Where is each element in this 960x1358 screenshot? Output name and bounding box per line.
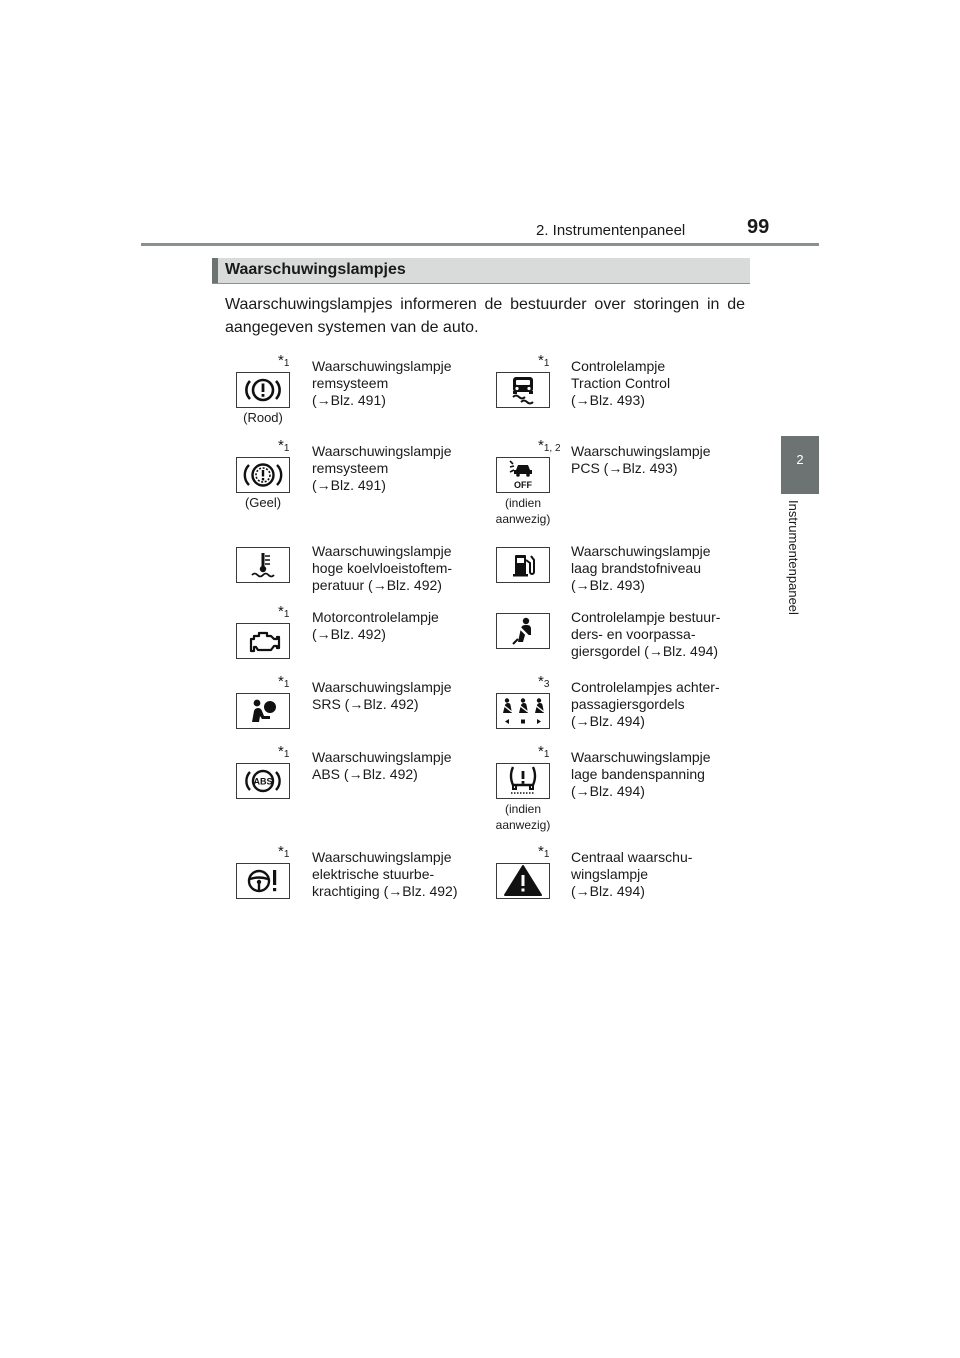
engine-icon (241, 626, 285, 656)
lamp-description (312, 543, 452, 594)
lamp-description-line: Waarschuwingslampje (312, 358, 452, 374)
lamp-description-line: Waarschuwingslampje (312, 679, 452, 695)
lamp-icon-box (496, 693, 550, 729)
lamp-description-line: ABS (→Blz. 492) (312, 766, 418, 782)
lamp-description (571, 358, 670, 409)
lamp-description-line: remsysteem (312, 460, 389, 476)
lamp-icon-box (496, 457, 550, 493)
footnote-marker: $*_3$ (538, 673, 550, 690)
lamp-description (571, 443, 711, 477)
lamp-description (312, 849, 458, 900)
lamp-icon-box (236, 457, 290, 493)
lamp-caption: (Rood) (243, 410, 283, 425)
lamp-caption: (indien aanwezig) (495, 802, 551, 832)
lamp-description-line: (→Blz. 491) (312, 477, 386, 493)
header-rule (141, 243, 819, 246)
lamp-description-line: ders- en voorpassa- (571, 626, 696, 642)
footnote-marker: $*_{1, 2}$ (538, 437, 561, 454)
lamp-description-line: Traction Control (571, 375, 671, 391)
lamp-description-line: krachtiging (→Blz. 492) (312, 883, 458, 899)
rear-seatbelts-icon (498, 696, 548, 726)
lamp-description-line: laag brandstofniveau (571, 560, 701, 576)
lamp-description-line: Waarschuwingslampje (312, 543, 452, 559)
lamp-description-line: wingslampje (571, 866, 649, 882)
lamp-description-line: Motorcontrolelampje (312, 609, 439, 625)
lamp-icon-box (496, 863, 550, 899)
lamp-icon-box (496, 763, 550, 799)
footnote-marker: $*_1$ (538, 743, 550, 760)
lamp-description (312, 443, 452, 494)
lamp-description (571, 679, 720, 730)
footnote-marker: $*_1$ (278, 352, 290, 369)
lamp-icon-box (236, 547, 290, 583)
section-intro: Waarschuwingslampjes informeren de bestuurder over storingen in de aangegeven systemen van de auto. (225, 296, 745, 336)
lamp-description-line: Controlelampje (571, 358, 666, 374)
footnote-marker: $*_1$ (278, 843, 290, 860)
fuel-icon (501, 550, 545, 580)
svg-text:ABS: ABS (253, 776, 273, 787)
footnote-marker: $*_1$ (538, 352, 550, 369)
lamp-description-line: (→Blz. 493) (571, 577, 645, 593)
lamp-icon-box (496, 547, 550, 583)
lamp-caption: (Geel) (244, 495, 282, 510)
svg-text:OFF: OFF (514, 480, 532, 490)
lamp-description-line: passagiersgordels (571, 696, 685, 712)
footnote-marker: $*_1$ (278, 673, 290, 690)
lamp-description (312, 679, 452, 713)
srs-airbag-icon (241, 696, 285, 726)
lamp-description-line: (→Blz. 494) (571, 783, 645, 799)
pcs-off-icon (501, 459, 545, 491)
footnote-marker: $*_1$ (278, 743, 290, 760)
lamp-description (571, 543, 711, 594)
lamp-description-line: elektrische stuurbe- (312, 866, 435, 882)
seatbelt-icon (501, 616, 545, 646)
brake-yellow-icon (241, 460, 285, 490)
footnote-marker: $*_1$ (538, 843, 550, 860)
lamp-icon-box (236, 693, 290, 729)
lamp-description-line: Waarschuwingslampje (571, 543, 711, 559)
power-steering-icon (241, 866, 285, 896)
lamp-description-line: (→Blz. 492) (312, 626, 386, 642)
section-heading-marker (212, 258, 218, 284)
lamp-description-line: lage bandenspanning (571, 766, 705, 782)
footnote-marker: $*_1$ (278, 603, 290, 620)
lamp-description (571, 749, 711, 800)
lamp-description-line: Waarschuwingslampje (571, 443, 711, 459)
lamp-description (312, 609, 439, 643)
lamp-caption: (indien aanwezig) (495, 496, 551, 526)
footnote-marker: $*_1$ (278, 437, 290, 454)
lamp-icon-box (496, 613, 550, 649)
lamp-description-line: (→Blz. 494) (571, 713, 645, 729)
lamp-description (571, 609, 720, 660)
lamp-description-line: Waarschuwingslampje (571, 749, 711, 765)
coolant-temperature-icon (241, 550, 285, 580)
brake-red-icon (241, 375, 285, 405)
lamp-description-line: Controlelampje bestuur- (571, 609, 721, 625)
lamp-description-line: peratuur (→Blz. 492) (312, 577, 442, 593)
traction-control-icon (501, 375, 545, 405)
lamp-description-line: Waarschuwingslampje (312, 849, 452, 865)
side-tab-label: Instrumentenpaneel (786, 500, 801, 615)
lamp-description (312, 749, 452, 783)
lamp-description-line: Controlelampjes achter- (571, 679, 720, 695)
lamp-description-line: remsysteem (312, 375, 389, 391)
page-number: 99 (747, 216, 770, 238)
section-title: Waarschuwingslampjes (225, 261, 406, 278)
lamp-description-line: Centraal waarschu- (571, 849, 693, 865)
lamp-description-line: SRS (→Blz. 492) (312, 696, 419, 712)
lamp-description-line: Waarschuwingslampje (312, 749, 452, 765)
lamp-icon-box (236, 623, 290, 659)
lamp-description-line: (→Blz. 491) (312, 392, 386, 408)
lamp-description (571, 849, 692, 900)
lamp-description-line: (→Blz. 494) (571, 883, 645, 899)
tire-pressure-icon (501, 764, 545, 798)
lamp-description (312, 358, 452, 409)
header-section-title: 2. Instrumentenpaneel (536, 222, 686, 239)
abs-icon (241, 766, 285, 796)
master-warning-icon (501, 864, 545, 898)
lamp-icon-box (496, 372, 550, 408)
lamp-icon-box (236, 863, 290, 899)
lamp-description-line: giersgordel (→Blz. 494) (571, 643, 719, 659)
lamp-description-line: PCS (→Blz. 493) (571, 460, 678, 476)
lamp-description-line: Waarschuwingslampje (312, 443, 452, 459)
lamp-description-line: (→Blz. 493) (571, 392, 645, 408)
side-tab-number: 2 (796, 452, 804, 467)
lamp-icon-box (236, 763, 290, 799)
lamp-icon-box (236, 372, 290, 408)
section-heading-underline (212, 283, 750, 284)
lamp-description-line: hoge koelvloeistoftem- (312, 560, 453, 576)
